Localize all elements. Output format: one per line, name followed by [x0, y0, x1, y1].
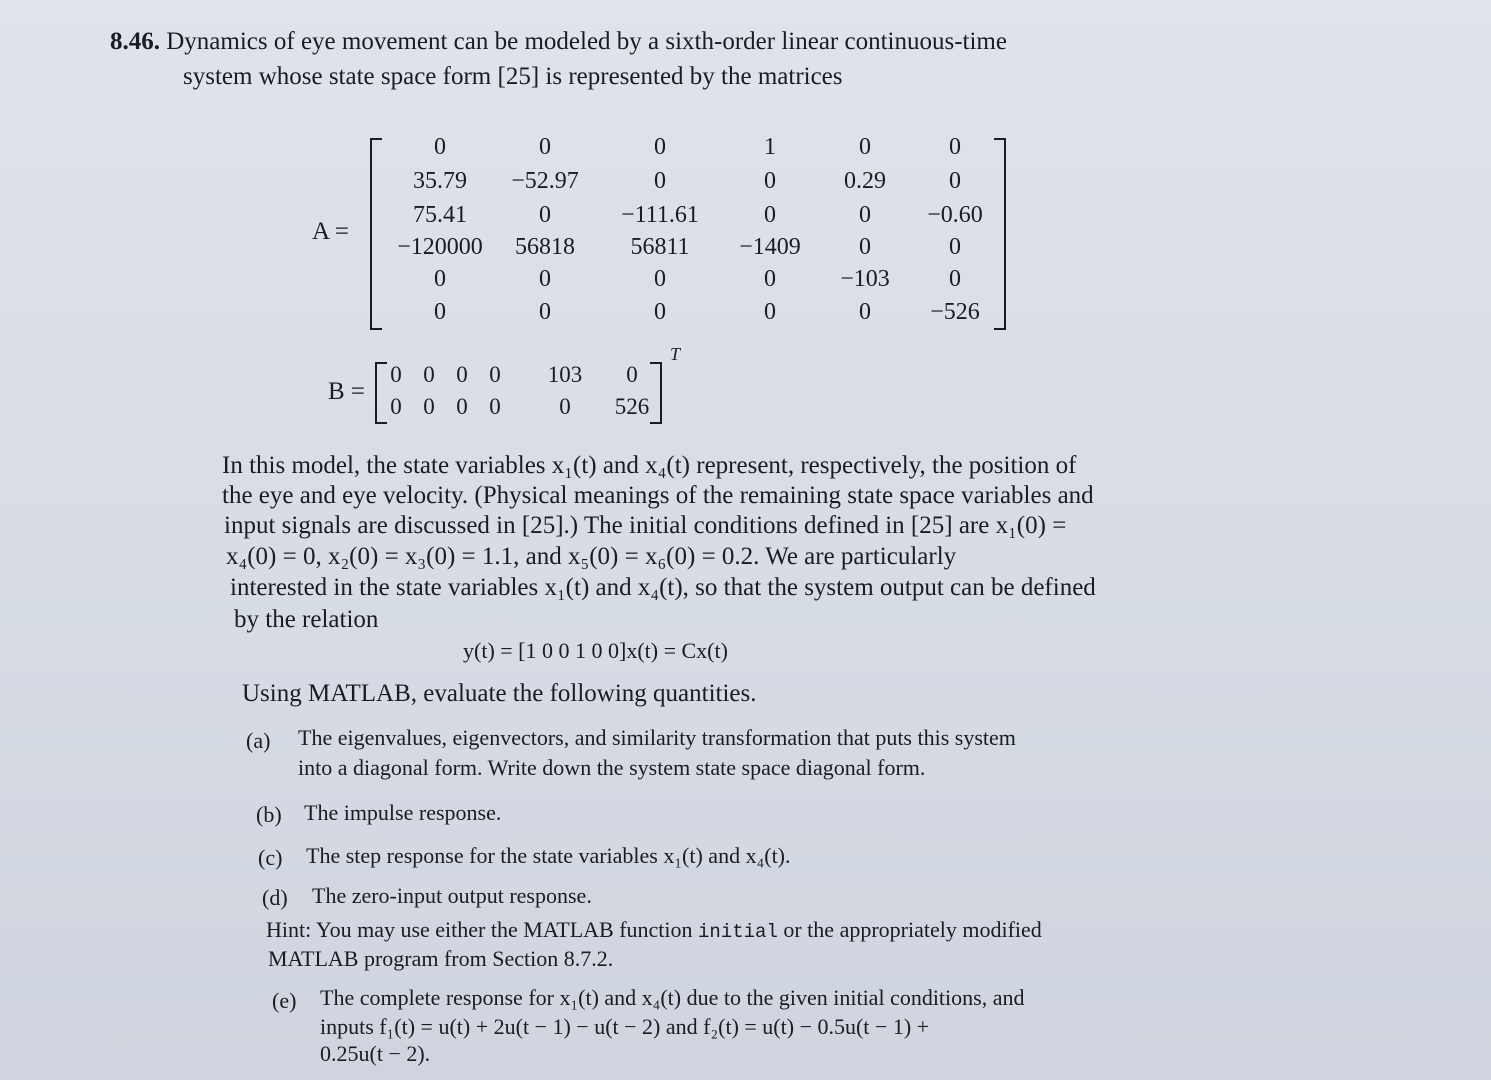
matrix-a-cell: 0 — [434, 134, 446, 160]
hint-line2: MATLAB program from Section 8.7.2. — [268, 946, 614, 971]
matrix-a-cell: 0 — [654, 266, 666, 292]
problem-intro-text: Dynamics of eye movement can be modeled by a sixth-order linear continuous-time — [166, 28, 1007, 55]
matrix-a-cell: 0 — [539, 202, 551, 228]
problem-intro-line1 — [110, 28, 1007, 56]
problem-number: 8.46. — [110, 28, 160, 55]
item-e-label: (e) — [272, 988, 297, 1013]
matrix-a-cell: 0 — [434, 266, 446, 292]
matrix-a-cell: 0 — [949, 266, 961, 292]
matrix-a-cell: 35.79 — [413, 168, 467, 194]
matrix-a-cell: 75.41 — [413, 202, 467, 228]
matrix-b-cell: 526 — [614, 394, 650, 419]
item-c-label: (c) — [258, 845, 283, 870]
matrix-b-transpose: T — [670, 344, 681, 364]
matrix-a-cell: −1409 — [739, 234, 801, 260]
matrix-a-cell: −0.60 — [927, 202, 983, 228]
instruction: Using MATLAB, evaluate the following quantities. — [242, 680, 757, 707]
matrix-a-cell: 0.29 — [844, 168, 886, 194]
matrix-b-cell: 0 — [626, 362, 638, 387]
matrix-a-cell: −120000 — [397, 234, 483, 260]
paragraph-line1: In this model, the state variables x₁(t) and x₄(t) represent, respectively, the position of — [222, 452, 1077, 479]
matrix-b-label: B = — [328, 378, 366, 405]
matrix-b-cell: 0 — [559, 394, 571, 419]
paragraph-line3: input signals are discussed in [25].) The initial conditions defined in [25] are x₁(0) = — [224, 512, 1067, 539]
matrix-a-cell: −111.61 — [621, 202, 699, 228]
paragraph-line5: interested in the state variables x₁(t) and x₄(t), so that the system output can be defined — [230, 574, 1096, 601]
matrix-a-cell: 0 — [859, 299, 871, 325]
paragraph-line4: x₄(0) = 0, x₂(0) = x₃(0) = 1.1, and x₅(0) = x₆(0) = 0.2. We are particularly — [226, 543, 957, 570]
matrix-a-cell: 56811 — [630, 234, 690, 260]
item-d-text: The zero-input output response. — [312, 883, 592, 908]
matrix-a-cell: 0 — [654, 299, 666, 325]
matrix-a-cell: 0 — [539, 266, 551, 292]
matrix-a-left-bracket — [370, 138, 382, 330]
item-e-line1: The complete response for x₁(t) and x₄(t) due to the given initial conditions, and — [320, 985, 1025, 1010]
matrix-a-cell: 0 — [654, 134, 666, 160]
matrix-a-cell: 1 — [764, 134, 776, 160]
matrix-b-cell: 0 — [456, 394, 468, 419]
matrix-b-cell: 0 — [423, 394, 435, 419]
matrix-b-cell: 0 — [456, 362, 468, 387]
matrix-a-cell: 0 — [654, 168, 666, 194]
matrix-a-cell: 0 — [539, 299, 551, 325]
matrix-a-cell: 0 — [859, 202, 871, 228]
matrix-a-cell: 0 — [949, 168, 961, 194]
problem-intro-line2: system whose state space form [25] is represented by the matrices — [183, 63, 843, 90]
item-a-line1: The eigenvalues, eigenvectors, and similarity transformation that puts this system — [298, 725, 1016, 750]
matrix-a-cell: 0 — [949, 134, 961, 160]
item-b-label: (b) — [256, 802, 282, 827]
item-a-label: (a) — [246, 728, 271, 753]
paragraph-line2: the eye and eye velocity. (Physical meanings of the remaining state space variables and — [222, 482, 1094, 509]
paragraph-line6: by the relation — [234, 606, 379, 633]
matrix-a-cell: 0 — [949, 234, 961, 260]
matrix-a-cell: 0 — [764, 266, 776, 292]
matrix-a-cell: 0 — [764, 202, 776, 228]
matrix-a-cell: 0 — [434, 299, 446, 325]
hint-text-pre: Hint: You may use either the MATLAB function — [266, 917, 699, 942]
item-e-line3: 0.25u(t − 2). — [320, 1041, 431, 1066]
item-b-text: The impulse response. — [304, 800, 502, 825]
matrix-b-cell: 0 — [390, 394, 402, 419]
item-d-label: (d) — [262, 885, 288, 910]
matrix-b-cell: 103 — [547, 362, 583, 387]
output-equation: y(t) = [1 0 0 1 0 0]x(t) = Cx(t) — [463, 638, 728, 663]
matrix-a-cell: 0 — [764, 168, 776, 194]
matrix-b-cell: 0 — [489, 362, 501, 387]
matrix-a-cell: 0 — [764, 299, 776, 325]
hint-text-post: or the appropriately modified — [777, 917, 1042, 942]
item-c-text: The step response for the state variables x₁(t) and x₄(t). — [306, 843, 791, 868]
matrix-a-cell: −103 — [840, 266, 890, 292]
matrix-a-cell: 0 — [539, 134, 551, 160]
matrix-a-cell: 0 — [859, 134, 871, 160]
matrix-a-label: A = — [312, 218, 350, 245]
matrix-a-cell: −52.97 — [511, 168, 579, 194]
matrix-b-cell: 0 — [489, 394, 501, 419]
matrix-a-cell: −526 — [930, 299, 980, 325]
matrix-b-cell: 0 — [423, 362, 435, 387]
hint-line1 — [266, 917, 1042, 943]
item-e-line2: inputs f₁(t) = u(t) + 2u(t − 1) − u(t − 2) and f₂(t) = u(t) − 0.5u(t − 1) + — [320, 1014, 930, 1039]
matrix-b-cell: 0 — [390, 362, 402, 387]
hint-code: initial — [698, 921, 778, 943]
matrix-a-cell: 56818 — [515, 234, 575, 260]
item-a-line2: into a diagonal form. Write down the system state space diagonal form. — [298, 755, 926, 780]
matrix-a-cell: 0 — [859, 234, 871, 260]
